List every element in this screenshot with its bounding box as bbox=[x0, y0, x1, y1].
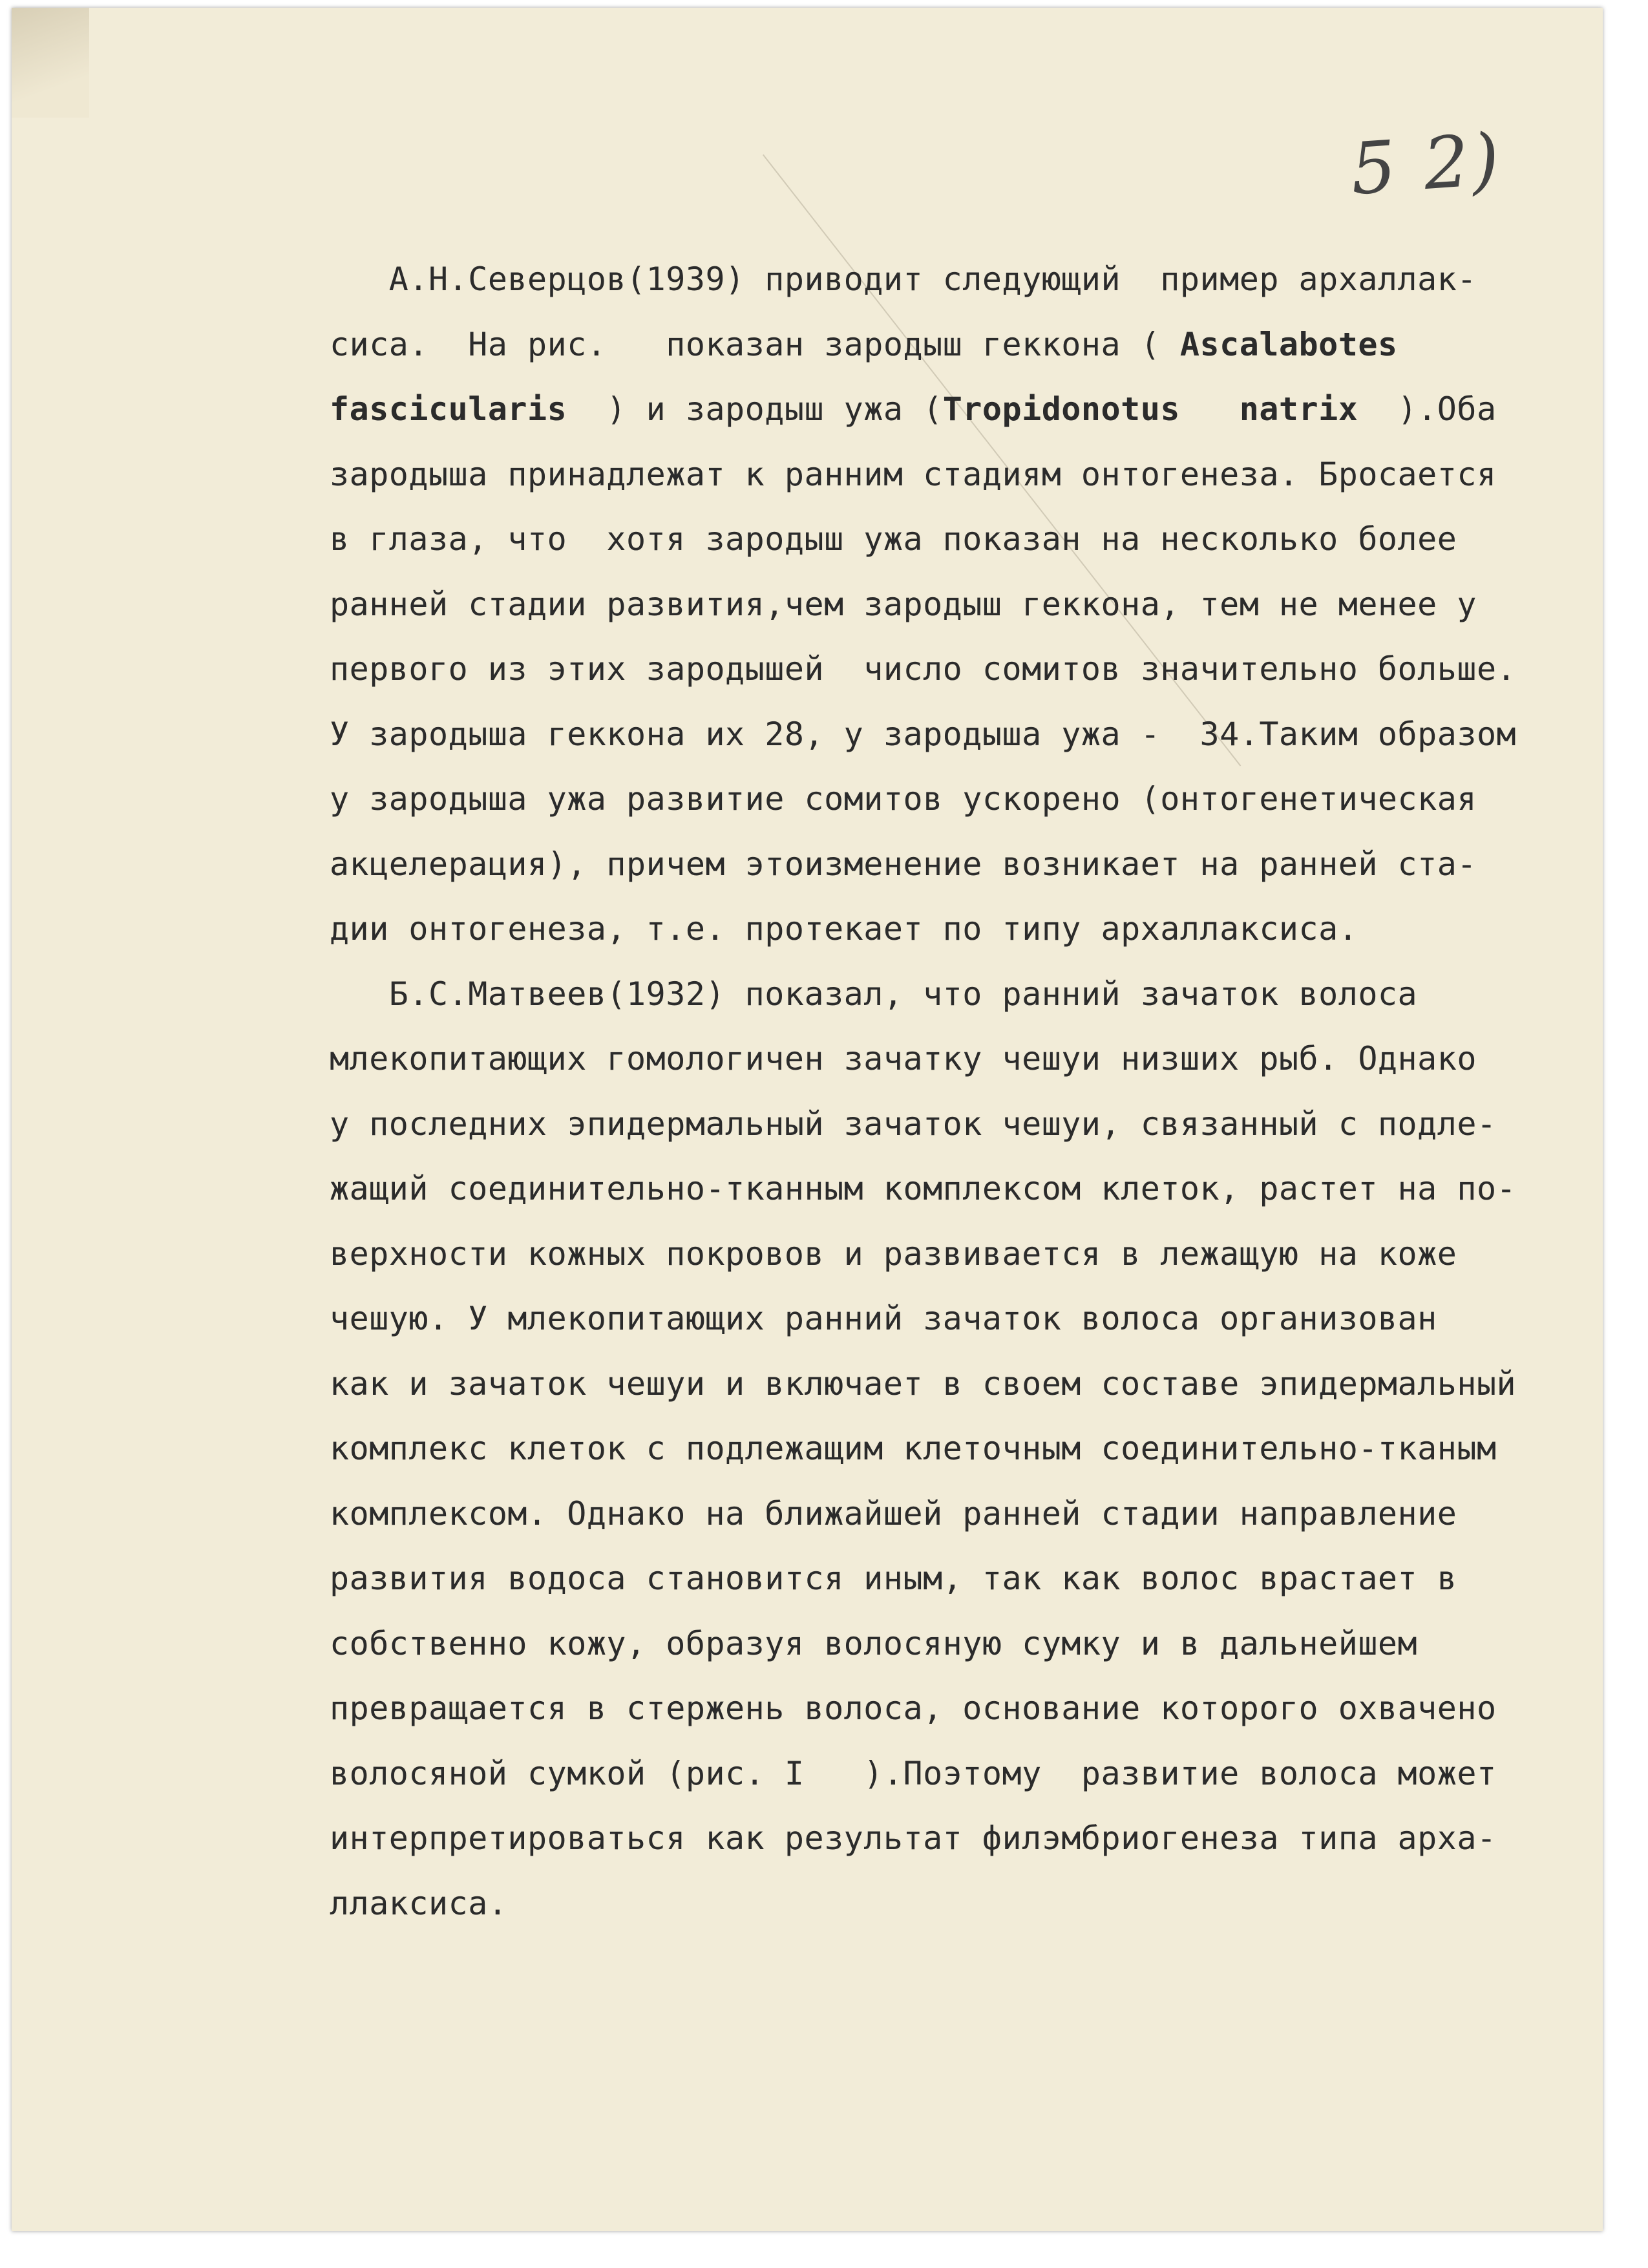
text-line: у последних эпидермальный зачаток чешуи, связанный с подле- bbox=[330, 1105, 1497, 1143]
text-line: у зародыша ужа развитие сомитов ускорено (онтогенетическая bbox=[330, 780, 1477, 818]
text-line: жащий соединительно-тканным комплексом клеток, растет на по- bbox=[330, 1170, 1517, 1207]
text-line: У зародыша геккона их 28, у зародыша ужа - 34.Таким образом bbox=[330, 715, 1517, 753]
text-line: развития водоса становится иным, так как волос врастает в bbox=[330, 1560, 1457, 1597]
handwritten-page-number: 5 2) bbox=[1347, 117, 1505, 211]
latin-term: Ascalabotes bbox=[1160, 325, 1398, 363]
text-line: собственно кожу, образуя волосяную сумку и в дальнейшем bbox=[330, 1624, 1418, 1662]
text-line: сиса. На рис. показан зародыш геккона ( Ascalabotes bbox=[330, 325, 1398, 363]
text-line: млекопитающих гомологичен зачатку чешуи низших рыб. Однако bbox=[330, 1040, 1477, 1077]
text-line: Б.С.Матвеев(1932) показал, что ранний зачаток волоса bbox=[330, 975, 1418, 1013]
text-line: первого из этих зародышей число сомитов значительно больше. bbox=[330, 650, 1517, 688]
text-line: fascicularis ) и зародыш ужа (Tropidonotus natrix ).Оба bbox=[330, 390, 1497, 428]
text-line: комплексом. Однако на ближайшей ранней стадии направление bbox=[330, 1494, 1457, 1532]
torn-corner bbox=[12, 8, 89, 118]
text-line: А.Н.Северцов(1939) приводит следующий пример архаллак- bbox=[330, 260, 1477, 298]
text-line: в глаза, что хотя зародыш ужа показан на несколько более bbox=[330, 520, 1457, 558]
text-line: зародыша принадлежат к ранним стадиям онтогенеза. Бросается bbox=[330, 455, 1497, 493]
text-line: чешую. У млекопитающих ранний зачаток волоса организован bbox=[330, 1300, 1437, 1337]
text-line: ллаксиса. bbox=[330, 1884, 508, 1922]
text-line: ранней стадии развития,чем зародыш геккона, тем не менее у bbox=[330, 585, 1477, 623]
text-line: дии онтогенеза, т.е. протекает по типу архаллаксиса. bbox=[330, 910, 1358, 948]
text-line: как и зачаток чешуи и включает в своем составе эпидермальный bbox=[330, 1364, 1517, 1403]
latin-term: Tropidonotus natrix bbox=[942, 390, 1358, 428]
text-line: превращается в стержень волоса, основание которого охвачено bbox=[330, 1690, 1497, 1727]
text-line: акцелерация), причем этоизменение возникает на ранней ста- bbox=[330, 845, 1477, 883]
text-line: интерпретироваться как результат филэмбриогенеза типа арха- bbox=[330, 1819, 1497, 1857]
text-line: комплекс клеток с подлежащим клеточным соединительно-тканым bbox=[330, 1430, 1497, 1467]
text-line: волосяной сумкой (рис. I ).Поэтому развитие волоса может bbox=[330, 1754, 1497, 1792]
latin-term: fascicularis bbox=[330, 390, 567, 428]
text-line: верхности кожных покровов и развивается в лежащую на коже bbox=[330, 1235, 1457, 1273]
typescript-body bbox=[330, 247, 1609, 1936]
